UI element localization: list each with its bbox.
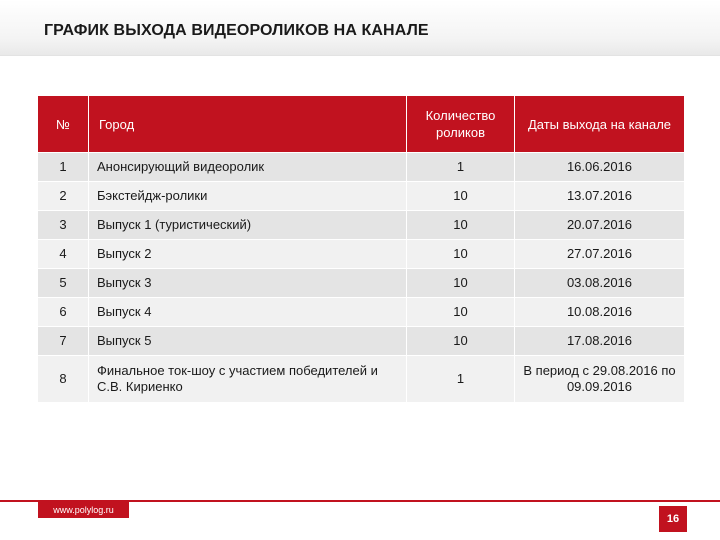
row-count: 1	[407, 356, 515, 403]
row-count: 10	[407, 269, 515, 298]
row-date: В период с 29.08.2016 по 09.09.2016	[515, 356, 685, 403]
table-row	[38, 298, 685, 327]
row-name: Выпуск 2	[89, 240, 407, 269]
row-number: 8	[38, 356, 89, 403]
table-header-row	[38, 96, 685, 153]
row-date: 13.07.2016	[515, 182, 685, 211]
row-date: 16.06.2016	[515, 153, 685, 182]
row-count: 10	[407, 182, 515, 211]
row-count: 1	[407, 153, 515, 182]
row-date: 10.08.2016	[515, 298, 685, 327]
row-date: 20.07.2016	[515, 211, 685, 240]
table-row	[38, 182, 685, 211]
row-name: Выпуск 5	[89, 327, 407, 356]
header-number: №	[38, 96, 89, 153]
row-name: Анонсирующий видеоролик	[89, 153, 407, 182]
row-name: Выпуск 3	[89, 269, 407, 298]
table-row	[38, 211, 685, 240]
header-dates: Даты выхода на канале	[515, 96, 685, 153]
row-number: 4	[38, 240, 89, 269]
row-number: 6	[38, 298, 89, 327]
slide-title: ГРАФИК ВЫХОДА ВИДЕОРОЛИКОВ НА КАНАЛЕ	[44, 22, 429, 39]
row-date: 03.08.2016	[515, 269, 685, 298]
schedule-table	[37, 95, 685, 403]
table-row	[38, 240, 685, 269]
table-row	[38, 356, 685, 403]
row-count: 10	[407, 240, 515, 269]
row-name: Финальное ток-шоу с участием победителей и С.В. Кириенко	[89, 356, 407, 403]
table-row	[38, 327, 685, 356]
row-name: Выпуск 1 (туристический)	[89, 211, 407, 240]
row-date: 27.07.2016	[515, 240, 685, 269]
row-number: 2	[38, 182, 89, 211]
header-city: Город	[89, 96, 407, 153]
row-number: 5	[38, 269, 89, 298]
row-count: 10	[407, 327, 515, 356]
website-label[interactable]: www.polylog.ru	[38, 502, 129, 518]
table-row	[38, 269, 685, 298]
row-count: 10	[407, 211, 515, 240]
row-count: 10	[407, 298, 515, 327]
row-date: 17.08.2016	[515, 327, 685, 356]
table-row	[38, 153, 685, 182]
row-number: 7	[38, 327, 89, 356]
row-number: 1	[38, 153, 89, 182]
row-number: 3	[38, 211, 89, 240]
header-count: Количество роликов	[407, 96, 515, 153]
row-name: Выпуск 4	[89, 298, 407, 327]
page-number: 16	[659, 506, 687, 532]
row-name: Бэкстейдж-ролики	[89, 182, 407, 211]
